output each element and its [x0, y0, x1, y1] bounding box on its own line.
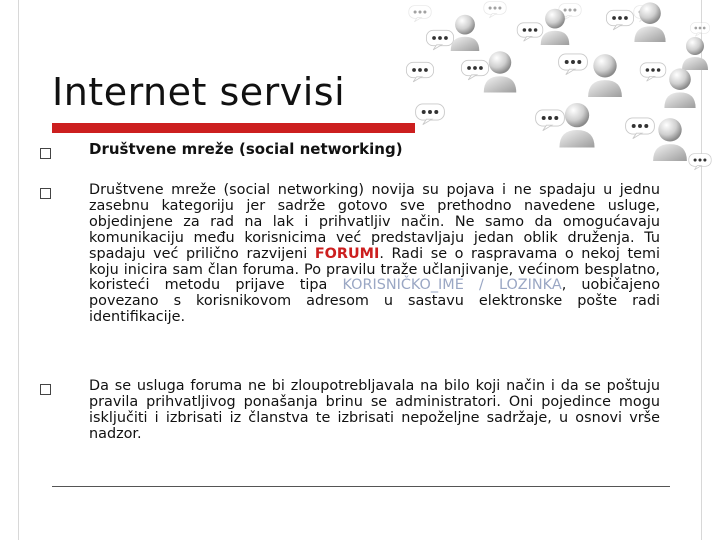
- paragraph-text: Društvene mreže (social networking) novija su pojava i ne spadaju u jednu zasebnu kategoriju jer sadrže gotovo sve prethodno navedene usluge, objedinjene za rad na lak i prihvatljiv način. Ne samo da omogućavaju komunikaciju među korisnicima već predstavljaju jedan oblik druženja. Tu spadaju već prilično razvijeni: [89, 182, 660, 262]
- bottom-divider: [52, 486, 670, 487]
- paragraph-text: . Radi se o raspravama o nekoj temi koju inicira sam član foruma. Po pravilu traže učlanjivanje, većinom besplatno, koristeći metodu prijave tipa: [89, 245, 660, 294]
- social-network-people-icon: [395, 0, 720, 210]
- bullet-paragraph-social-networks: [89, 183, 660, 326]
- bullet-marker: [40, 384, 51, 395]
- paragraph-text: , uobičajeno povezano s korisnikovom adresom u sastavu elektronske pošte radi identifikacije.: [89, 277, 660, 326]
- slide-left-border: [0, 0, 19, 540]
- bullet-paragraph-administrators: Da se usluga foruma ne bi zloupotrebljavala na bilo koji način i da se poštuju pravila prihvatljivog ponašanja brinu se administratori. Oni pojedince mogu isključiti i izbrisati iz članstva te izbrisati nepoželjne sadržaje, u osnovi vrše nadzor.: [89, 378, 660, 442]
- slide-title: Internet servisi: [52, 70, 346, 114]
- forum-keyword: FORUMI: [314, 245, 380, 262]
- title-underline: [52, 123, 415, 133]
- bullet-heading: Društvene mreže (social networking): [89, 140, 403, 158]
- bullet-marker: [40, 148, 51, 159]
- login-keyword: KORISNIČKO_IME / LOZINKA: [342, 277, 562, 294]
- bullet-marker: [40, 188, 51, 199]
